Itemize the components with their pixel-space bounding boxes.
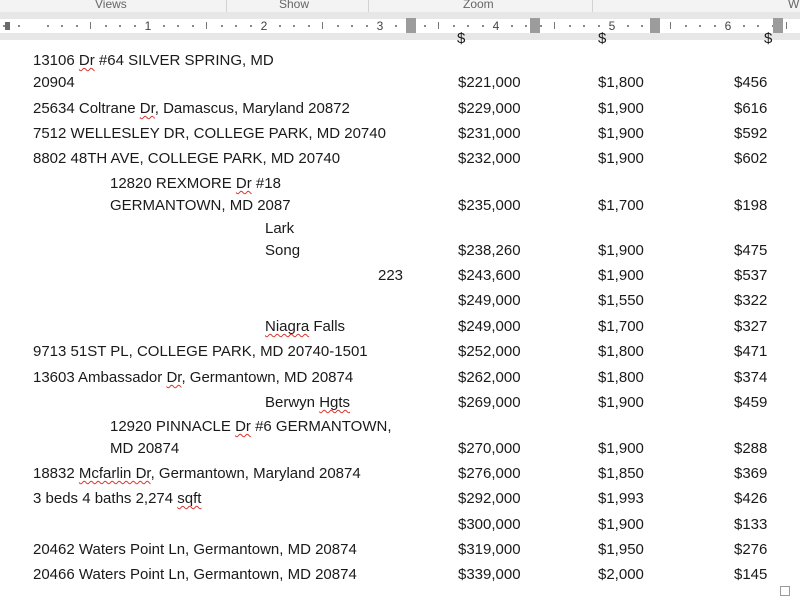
ruler-half-tick: [786, 22, 787, 29]
ruler-dot: [598, 25, 600, 27]
address-line: Niagra Falls: [265, 318, 346, 335]
ribbon-separator: [368, 0, 369, 12]
address-line: 20462 Waters Point Ln, Germantown, MD 20874: [33, 541, 357, 558]
spelling-flag[interactable]: sqft: [177, 490, 202, 507]
price-cell: $319,000: [458, 541, 521, 558]
ribbon-separator: [592, 0, 593, 12]
ruler-half-tick: [322, 22, 323, 29]
price-cell: $221,000: [458, 74, 521, 91]
spelling-flag[interactable]: Niagra: [265, 318, 310, 335]
price-cell: $300,000: [458, 516, 521, 533]
rent-cell: $1,800: [598, 369, 644, 386]
ruler-dot: [366, 25, 368, 27]
price-cell: $270,000: [458, 440, 521, 457]
ruler-number: 5: [608, 19, 616, 33]
address-line: 20466 Waters Point Ln, Germantown, MD 20874: [33, 566, 357, 583]
rent-cell: $1,900: [598, 267, 644, 284]
partial-cell: $: [598, 30, 607, 47]
ruler-dot: [192, 25, 194, 27]
spelling-flag[interactable]: Hgts: [319, 394, 351, 411]
ruler-dot: [134, 25, 136, 27]
address-line: 12920 PINNACLE Dr #6 GERMANTOWN,: [110, 418, 392, 435]
cost-cell: $198: [734, 197, 768, 214]
ruler-dot: [18, 25, 20, 27]
ribbon-group-show: Show: [279, 0, 310, 11]
ruler-number: 6: [724, 19, 732, 33]
address-line-2: 20904: [33, 74, 75, 91]
left-indent-marker[interactable]: [5, 22, 10, 30]
cost-cell: $602: [734, 150, 768, 167]
price-cell: $231,000: [458, 125, 521, 142]
ruler-dot: [119, 25, 121, 27]
ruler-dot: [569, 25, 571, 27]
cost-cell: $616: [734, 100, 768, 117]
ruler-dot: [308, 25, 310, 27]
ruler-half-tick: [90, 22, 91, 29]
ruler-dot: [293, 25, 295, 27]
address-line: 8802 48TH AVE, COLLEGE PARK, MD 20740: [33, 150, 341, 167]
price-cell: $292,000: [458, 490, 521, 507]
address-line: Berwyn Hgts: [265, 394, 351, 411]
ruler-dot: [250, 25, 252, 27]
ribbon-separator: [226, 0, 227, 12]
tab-stop-marker[interactable]: [773, 18, 783, 33]
address-line: 13603 Ambassador Dr, Germantown, MD 20874: [33, 369, 354, 386]
cost-cell: $426: [734, 490, 768, 507]
rent-cell: $1,550: [598, 292, 644, 309]
price-cell: $232,000: [458, 150, 521, 167]
ruler-dot: [76, 25, 78, 27]
ruler-dot: [757, 25, 759, 27]
rent-cell: $1,993: [598, 490, 644, 507]
address-line: 7512 WELLESLEY DR, COLLEGE PARK, MD 20740: [33, 125, 386, 142]
spelling-flag[interactable]: Dr: [166, 369, 182, 386]
price-cell: $243,600: [458, 267, 521, 284]
price-cell: $238,260: [458, 242, 521, 259]
cost-cell: $288: [734, 440, 768, 457]
address-line: 25634 Coltrane Dr, Damascus, Maryland 20872: [33, 100, 350, 117]
cost-cell: $145: [734, 566, 768, 583]
ruler-dot: [351, 25, 353, 27]
rent-cell: $2,000: [598, 566, 644, 583]
ruler-dot: [105, 25, 107, 27]
ruler-number: 3: [376, 19, 384, 33]
table-resize-handle[interactable]: [780, 586, 790, 596]
price-cell: $229,000: [458, 100, 521, 117]
ruler-dot: [583, 25, 585, 27]
ruler-dot: [221, 25, 223, 27]
price-cell: $269,000: [458, 394, 521, 411]
cost-cell: $276: [734, 541, 768, 558]
cost-cell: $133: [734, 516, 768, 533]
address-line: 12820 REXMORE Dr #18: [110, 175, 281, 192]
tab-stop-marker[interactable]: [530, 18, 540, 33]
cost-cell: $322: [734, 292, 768, 309]
ruler-dot: [61, 25, 63, 27]
rent-cell: $1,700: [598, 318, 644, 335]
ribbon-group-w: W: [788, 0, 800, 11]
address-line-2: Song: [265, 242, 301, 259]
address-line: Lark: [265, 220, 295, 237]
ruler-half-tick: [554, 22, 555, 29]
ruler-number: 1: [144, 19, 152, 33]
ruler-dot: [453, 25, 455, 27]
ruler-half-tick: [206, 22, 207, 29]
ruler-dot: [743, 25, 745, 27]
price-cell: $249,000: [458, 318, 521, 335]
rent-cell: $1,800: [598, 74, 644, 91]
ruler-number: 2: [260, 19, 268, 33]
rent-cell: $1,900: [598, 100, 644, 117]
ruler-dot: [279, 25, 281, 27]
rent-cell: $1,800: [598, 343, 644, 360]
address-line-2: GERMANTOWN, MD 2087: [110, 197, 291, 214]
cost-cell: $592: [734, 125, 768, 142]
spelling-flag[interactable]: Dr: [139, 100, 155, 117]
ruler-dot: [641, 25, 643, 27]
ribbon-group-views: Views: [95, 0, 127, 11]
cost-cell: $374: [734, 369, 768, 386]
ruler-half-tick: [438, 22, 439, 29]
ribbon-group-labels: [0, 0, 800, 12]
address-line: 13106 Dr #64 SILVER SPRING, MD: [33, 52, 274, 69]
price-cell: $339,000: [458, 566, 521, 583]
ruler-dot: [685, 25, 687, 27]
price-cell: $262,000: [458, 369, 521, 386]
horizontal-ruler[interactable]: [0, 12, 800, 40]
cost-cell: $456: [734, 74, 768, 91]
rent-cell: $1,900: [598, 516, 644, 533]
tab-stop-marker[interactable]: [650, 18, 660, 33]
ruler-dot: [235, 25, 237, 27]
address-line: 223: [378, 267, 404, 284]
cost-cell: $475: [734, 242, 768, 259]
address-line: 9713 51ST PL, COLLEGE PARK, MD 20740-1501: [33, 343, 368, 360]
cost-cell: $537: [734, 267, 768, 284]
price-cell: $276,000: [458, 465, 521, 482]
rent-cell: $1,700: [598, 197, 644, 214]
rent-cell: $1,850: [598, 465, 644, 482]
ruler-dot: [627, 25, 629, 27]
price-cell: $249,000: [458, 292, 521, 309]
address-line: 3 beds 4 baths 2,274 sqft: [33, 490, 202, 507]
rent-cell: $1,950: [598, 541, 644, 558]
price-cell: $252,000: [458, 343, 521, 360]
ruler-dot: [525, 25, 527, 27]
ruler-dot: [699, 25, 701, 27]
ruler-dot: [337, 25, 339, 27]
rent-cell: $1,900: [598, 150, 644, 167]
spelling-flag[interactable]: Mcfarlin Dr: [78, 465, 151, 482]
ruler-dot: [177, 25, 179, 27]
rent-cell: $1,900: [598, 125, 644, 142]
ruler-dot: [395, 25, 397, 27]
partial-cell: $: [764, 30, 773, 47]
ruler-dot: [467, 25, 469, 27]
rent-cell: $1,900: [598, 242, 644, 259]
spelling-flag[interactable]: Dr: [235, 418, 251, 435]
ruler-dot: [424, 25, 426, 27]
cost-cell: $471: [734, 343, 768, 360]
tab-stop-marker[interactable]: [406, 18, 416, 33]
document-page[interactable]: [0, 30, 800, 613]
ruler-dot: [163, 25, 165, 27]
ruler-dot: [714, 25, 716, 27]
ruler-half-tick: [670, 22, 671, 29]
ribbon-group-zoom: Zoom: [463, 0, 494, 11]
ruler-dot: [511, 25, 513, 27]
ruler-dot: [47, 25, 49, 27]
address-line: 18832 Mcfarlin Dr, Germantown, Maryland 20874: [33, 465, 361, 482]
cost-cell: $327: [734, 318, 768, 335]
cost-cell: $459: [734, 394, 768, 411]
price-cell: $235,000: [458, 197, 521, 214]
cost-cell: $369: [734, 465, 768, 482]
spelling-flag[interactable]: Dr: [235, 175, 252, 192]
rent-cell: $1,900: [598, 394, 644, 411]
address-line-2: MD 20874: [110, 440, 180, 457]
ruler-number: 4: [492, 19, 500, 33]
spelling-flag[interactable]: Dr: [78, 52, 95, 69]
ruler-dot: [540, 25, 542, 27]
rent-cell: $1,900: [598, 440, 644, 457]
partial-cell: $: [457, 30, 466, 47]
ruler-dot: [482, 25, 484, 27]
